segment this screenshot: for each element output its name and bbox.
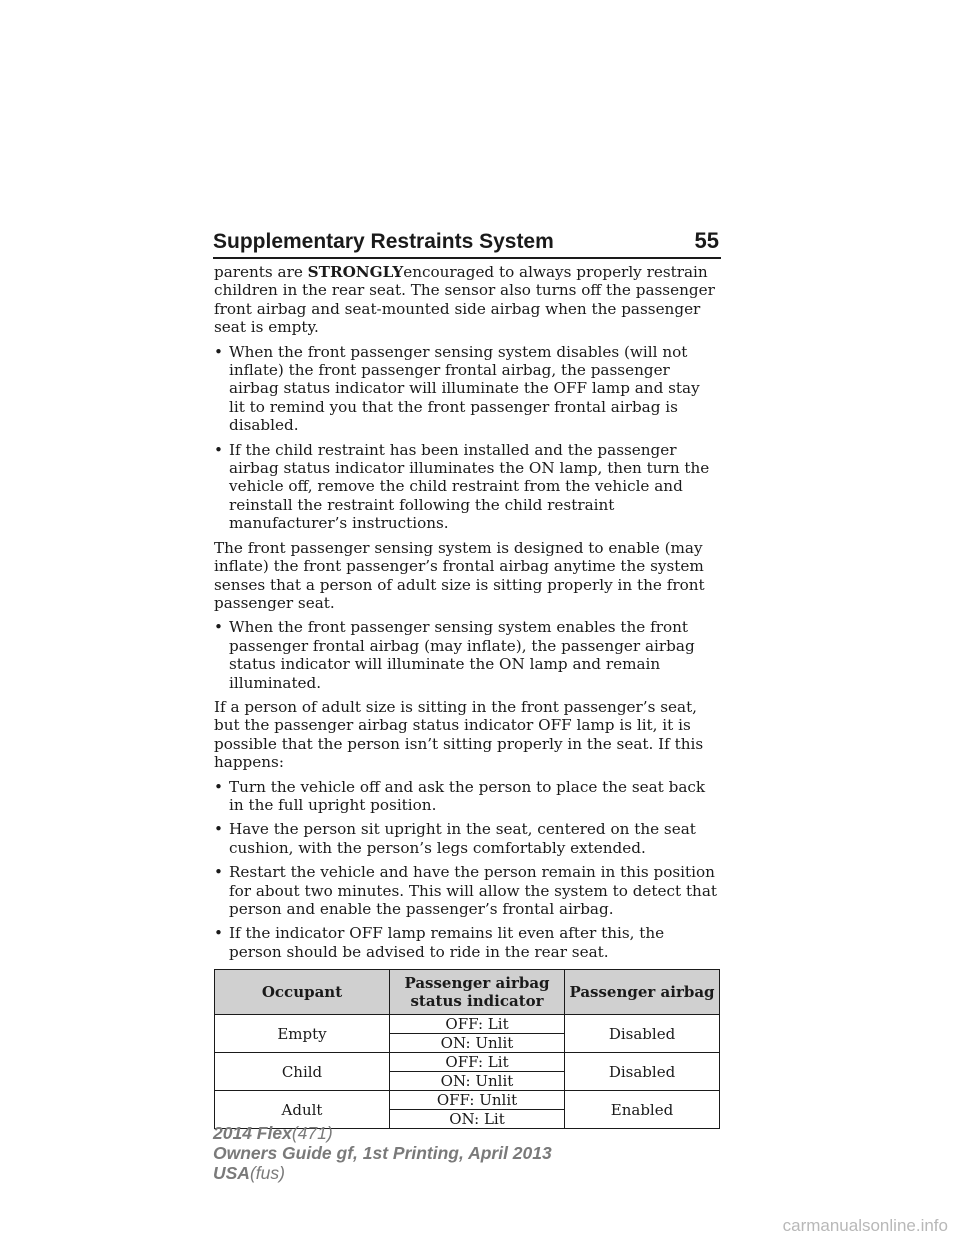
bullet-dot-icon: • <box>214 924 223 943</box>
bullet-item <box>214 924 720 961</box>
paragraph-3: If a person of adult size is sitting in the front passenger’s seat, but the passenger airbag status indicator OFF lamp is lit, it is possible that the person isn’t sitting properly in the seat. If this happens: <box>214 697 704 772</box>
bullet-item <box>214 863 720 918</box>
indicator-cell: ON: Unlit <box>390 1034 565 1053</box>
bullet-item <box>214 778 720 815</box>
occupant-cell: Empty <box>215 1015 390 1053</box>
bullet-item <box>214 343 720 435</box>
footer-line-1: 2014 Flex(471) <box>213 1123 333 1143</box>
header-airbag: Passenger airbag <box>565 970 720 1015</box>
page-header <box>213 228 721 254</box>
bullet-text: Have the person sit upright in the seat, centered on the seat cushion, with the person’s legs comfortably extended. <box>229 820 696 857</box>
bullet-dot-icon: • <box>214 863 223 882</box>
indicator-cell: OFF: Lit <box>390 1053 565 1072</box>
table-row <box>215 1091 720 1110</box>
bullet-list-1 <box>214 343 720 533</box>
indicator-cell: ON: Lit <box>390 1110 565 1129</box>
bullet-item <box>214 820 720 857</box>
intro-paragraph: parents are STRONGLYencouraged to always properly restrain children in the rear seat. The sensor also turns off the passenger front airbag and seat-mounted side airbag when the passenger seat is empty. <box>214 263 715 337</box>
footer-line-2: Owners Guide gf, 1st Printing, April 2013 <box>213 1143 552 1163</box>
table-row <box>215 1053 720 1072</box>
occupant-cell: Child <box>215 1053 390 1091</box>
footer-line-3: USA(fus) <box>213 1163 285 1183</box>
airbag-cell: Disabled <box>565 1015 720 1053</box>
airbag-status-table <box>214 969 720 1129</box>
table-row <box>215 1015 720 1034</box>
bullet-list-3 <box>214 778 720 962</box>
bullet-dot-icon: • <box>214 777 223 796</box>
paragraph-2: The front passenger sensing system is designed to enable (may inflate) the front passenger’s frontal airbag anytime the system senses that a person of adult size is sitting properly in the front passenger seat. <box>214 538 705 612</box>
bullet-text: Turn the vehicle off and ask the person to place the seat back in the full upright position. <box>229 777 706 814</box>
page-content <box>214 263 720 1129</box>
table-body <box>215 1015 720 1129</box>
bullet-item <box>214 441 720 533</box>
bullet-text: Restart the vehicle and have the person remain in this position for about two minutes. This will allow the system to detect that person and enable the passenger’s frontal airbag. <box>229 863 717 918</box>
emphasis-strongly: STRONGLY <box>307 263 404 281</box>
bullet-list-2 <box>214 618 720 692</box>
header-indicator: Passenger airbag status indicator <box>390 970 565 1015</box>
airbag-cell: Disabled <box>565 1053 720 1091</box>
watermark: carmanualsonline.info <box>782 1216 948 1235</box>
occupant-cell: Adult <box>215 1091 390 1129</box>
indicator-cell: OFF: Lit <box>390 1015 565 1034</box>
table-header-row <box>215 970 720 1015</box>
bullet-text: When the front passenger sensing system disables (will not inflate) the front passenger frontal airbag, the passenger airbag status indicator will illuminate the OFF lamp and stay lit to remind you that the front passenger frontal airbag is disabled. <box>229 342 700 435</box>
section-title: Supplementary Restraints System <box>213 230 554 253</box>
bullet-dot-icon: • <box>214 440 223 459</box>
bullet-text: If the child restraint has been installed and the passenger airbag status indicator illuminates the ON lamp, then turn the vehicle off, remove the child restraint from the vehicle and reinstall the restraint following the child restraint manufacturer’s instructions. <box>229 440 710 533</box>
airbag-cell: Enabled <box>565 1091 720 1129</box>
header-rule <box>213 257 721 259</box>
indicator-cell: ON: Unlit <box>390 1072 565 1091</box>
indicator-cell: OFF: Unlit <box>390 1091 565 1110</box>
page-number: 55 <box>694 228 719 253</box>
bullet-dot-icon: • <box>214 618 223 637</box>
header-occupant: Occupant <box>215 970 390 1015</box>
bullet-dot-icon: • <box>214 820 223 839</box>
bullet-text: If the indicator OFF lamp remains lit even after this, the person should be advised to ride in the rear seat. <box>229 924 665 961</box>
bullet-item <box>214 618 720 692</box>
page-footer <box>213 1123 552 1183</box>
bullet-text: When the front passenger sensing system enables the front passenger frontal airbag (may inflate), the passenger airbag status indicator will illuminate the ON lamp and remain illuminated. <box>229 618 695 692</box>
bullet-dot-icon: • <box>214 342 223 361</box>
